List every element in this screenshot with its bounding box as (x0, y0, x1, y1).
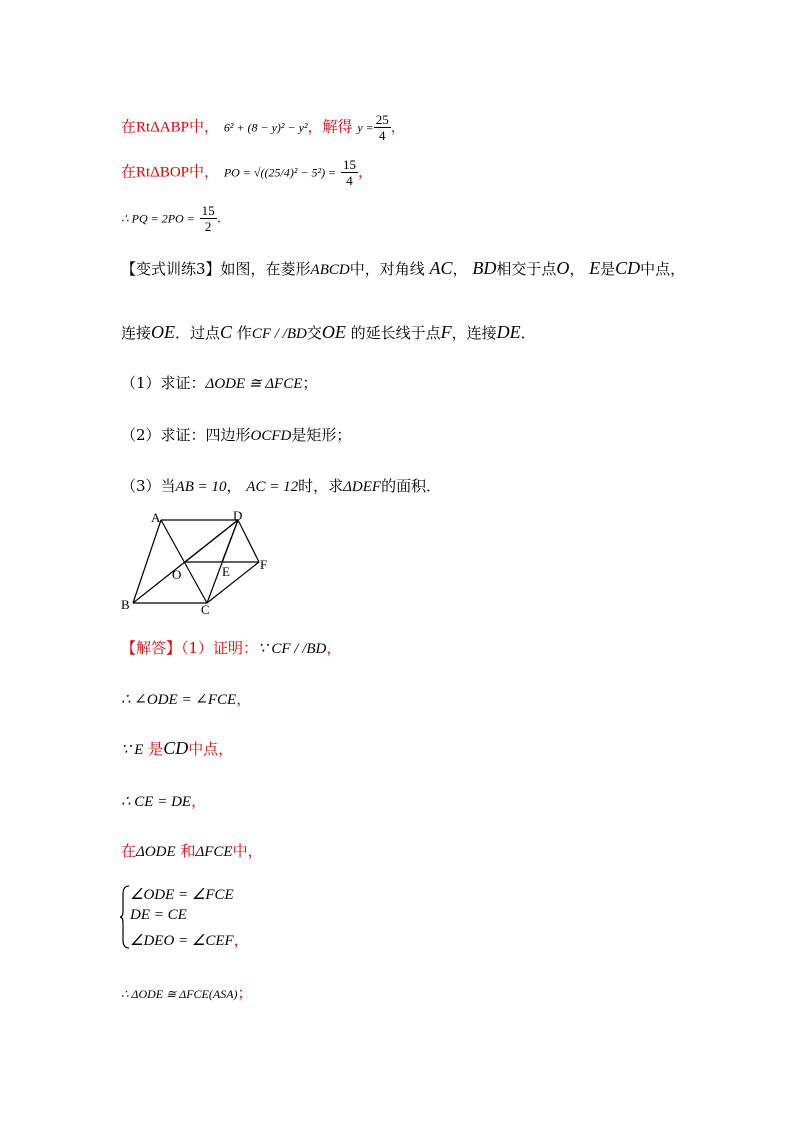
answer-line-2 (121, 688, 251, 709)
vertex-label-F: F (260, 557, 268, 572)
math: OCFD (250, 428, 292, 444)
text: . (216, 208, 222, 227)
math: CD (615, 258, 641, 278)
equation: 6² + (8 − y)² − y² (223, 120, 308, 135)
math: E (589, 258, 601, 278)
numerator: 15 (342, 157, 356, 172)
answer-line-5 (121, 840, 263, 861)
text: （1）求证： (121, 374, 206, 392)
math: DE (496, 322, 521, 342)
text: ， (226, 477, 242, 495)
vertex-label-C: C (201, 602, 210, 617)
text: （3）当 (121, 477, 176, 495)
fraction (200, 203, 217, 234)
text: （2）求证：四边形 (121, 426, 251, 444)
math: C (220, 322, 233, 342)
math: ΔDEF (343, 479, 382, 495)
text: 中点， (640, 260, 686, 278)
answer-line-4 (121, 790, 206, 811)
denominator: 4 (346, 173, 353, 188)
fraction (374, 112, 391, 143)
text: 作 (236, 324, 252, 342)
math: ABCD (310, 262, 350, 278)
fraction (341, 157, 358, 188)
equation: PO = √((25/4)² − 5²) = (223, 165, 337, 180)
text: 相交于点 (496, 260, 557, 278)
numerator: 15 (201, 203, 215, 218)
answer-line-6 (121, 982, 253, 1003)
math: ΔFCE (195, 844, 233, 860)
problem-line-1 (121, 258, 685, 279)
text: 中， (232, 842, 263, 860)
text: RtΔBOP (136, 164, 190, 181)
text: ， (390, 117, 406, 136)
math: OE (321, 322, 346, 342)
question-1 (121, 372, 317, 393)
text: 是 (148, 740, 164, 758)
text: ．过点 (175, 324, 221, 342)
text: 在 (121, 162, 137, 181)
text: ， (236, 690, 252, 708)
equation: y = (357, 120, 374, 135)
vertex-label-D: D (233, 508, 243, 523)
text: ， (326, 639, 342, 657)
text: 是 (600, 260, 616, 278)
answer-line-3 (121, 738, 233, 759)
text: 交 (306, 324, 322, 342)
text: 中点， (188, 740, 234, 758)
text: 的面积． (381, 477, 442, 495)
math: AB = 10 (175, 479, 227, 495)
problem-line-2 (121, 322, 536, 343)
math: F (440, 322, 452, 342)
equation: ∴ PQ = 2PO = (121, 211, 195, 226)
text: 的延长线于点 (350, 324, 441, 342)
text: ； (302, 374, 318, 392)
text: ； (237, 984, 253, 1002)
denominator: 4 (379, 128, 386, 143)
text: ， (357, 162, 373, 181)
question-3 (121, 475, 441, 496)
text: 【解答】（1）证明： (121, 639, 259, 657)
question-2 (121, 424, 351, 445)
vertex-label-O: O (172, 567, 182, 582)
numerator: 25 (375, 112, 389, 127)
denominator: 2 (204, 219, 212, 234)
text: ， (233, 933, 249, 949)
text: 在 (121, 117, 137, 136)
text: ． (520, 324, 536, 342)
system-row-2: DE = CE (130, 907, 187, 923)
math: AC (429, 258, 453, 278)
math: AC = 12 (246, 479, 299, 495)
math: CD (163, 738, 189, 758)
math: BD (472, 258, 497, 278)
text: RtΔABP (136, 119, 190, 136)
system-row-3 (130, 929, 249, 950)
text: 在 (121, 842, 137, 860)
text: ， (452, 260, 468, 278)
math: ∴ ΔODE ≅ ΔFCE(ASA) (121, 987, 238, 1001)
math: ∴ ∠ODE = ∠FCE (121, 692, 237, 708)
math: ΔODE (136, 844, 176, 860)
solution-line-1 (121, 112, 406, 143)
vertex-label-A: A (151, 510, 161, 525)
math: ∠DEO = ∠CEF (130, 933, 234, 949)
math: ∵ E (121, 742, 144, 758)
answer-line-1 (121, 637, 341, 658)
math: CF / /BD (251, 326, 307, 342)
text: 中， (189, 117, 220, 136)
text: 【变式训练3】如图，在菱形 (121, 260, 311, 278)
text: 时，求 (298, 477, 344, 495)
text: 和 (180, 842, 196, 860)
vertex-label-B: B (121, 597, 130, 612)
text: 连接 (121, 324, 152, 342)
solution-line-2 (121, 157, 373, 188)
text: 中，对角线 (349, 260, 425, 278)
math: OE (151, 322, 176, 342)
text: ，连接 (451, 324, 497, 342)
text: ， (569, 260, 585, 278)
text: 是矩形； (291, 426, 352, 444)
math: O (556, 258, 570, 278)
math: ΔODE ≅ ΔFCE (205, 376, 303, 392)
rhombus-figure (115, 505, 290, 620)
math: ∵ CF / /BD (258, 641, 327, 657)
math: ∴ CE = DE (121, 794, 192, 810)
solution-line-3 (121, 203, 221, 234)
text: ， (191, 792, 207, 810)
text: 中， (189, 162, 220, 181)
vertex-label-E: E (222, 564, 230, 579)
text: ，解得 (307, 117, 353, 136)
system-row-1: ∠ODE = ∠FCE (130, 887, 234, 903)
